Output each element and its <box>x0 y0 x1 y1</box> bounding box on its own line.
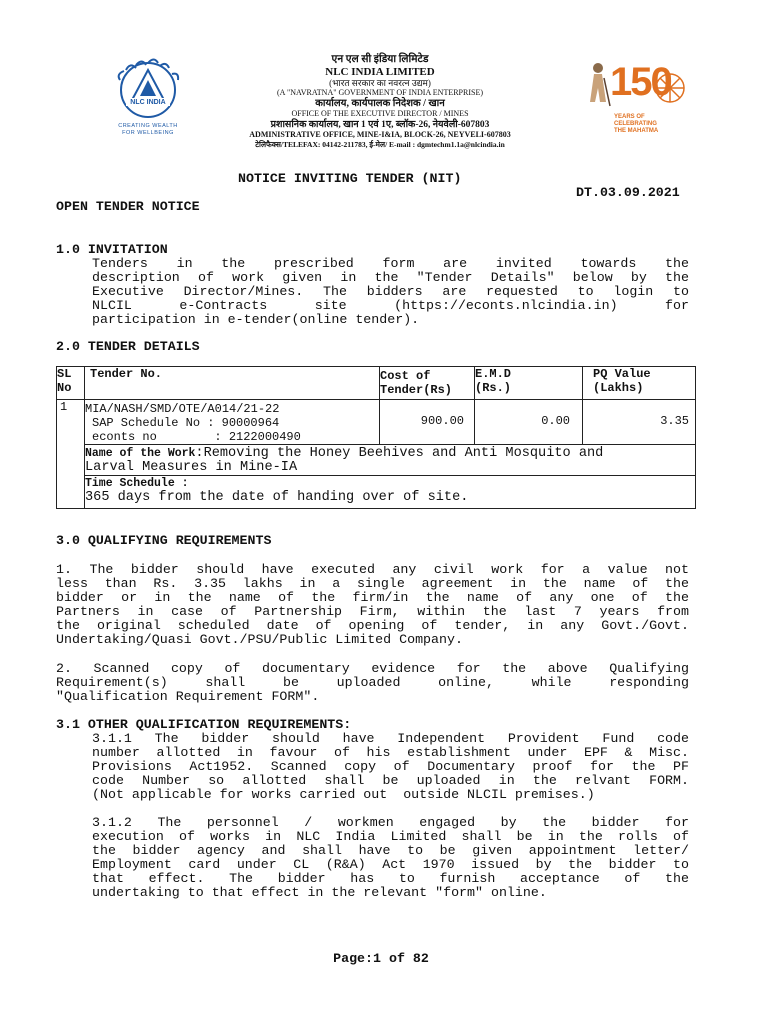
text-line: code Number so allotted shall be uploaded in the relvant FORM. <box>92 773 689 788</box>
row-tender-no <box>85 400 380 445</box>
header-text: No <box>57 381 72 395</box>
contact-line: टेलिफैक्स/TELEFAX: 04142-211783, ई-मेल/ E-mail : dgmtechm1.1a@nlcindia.in <box>255 140 505 150</box>
work-label: Name of the Work <box>85 447 196 460</box>
header-tender-no <box>85 367 380 400</box>
text-line: description of work given in the "Tender Details" below by the <box>92 270 689 285</box>
work-description-cont: Larval Measures in Mine-IA <box>85 460 298 475</box>
work-name-cell <box>85 445 696 476</box>
mahatma-150-logo <box>580 58 690 142</box>
text-line: the bidder agency and shall have to be given appointment letter/ <box>92 843 689 858</box>
tender-table <box>56 366 696 509</box>
qualification-3-1-2 <box>92 816 689 900</box>
qualification-3-1-1 <box>92 732 689 802</box>
text-line: Partners in case of Partnership Firm, within the last 7 years from <box>56 604 689 619</box>
text-line: "Qualification Requirement FORM". <box>56 689 320 704</box>
text-line: Tenders in the prescribed form are invited towards the <box>92 256 689 271</box>
header-pq <box>583 367 696 400</box>
qualifying-paragraph-2 <box>56 662 689 704</box>
text-line: (Not applicable for works carried out outside NLCIL premises.) <box>92 787 595 802</box>
page-number: Page:1 of 82 <box>333 951 429 966</box>
text-line: undertaking to that effect in the relevant "form" online. <box>92 885 547 900</box>
text-line: bidder or in the name of the firm/in the name of any one of the <box>56 590 689 605</box>
text-line: participation in e-tender(online tender). <box>92 312 420 327</box>
govt-hindi: (भारत सरकार का नवरत्न उद्यम) <box>329 78 431 88</box>
sap-schedule: SAP Schedule No : 90000964 <box>92 416 280 430</box>
header-text: SL <box>57 367 72 381</box>
logo-tagline-1: CREATING WEALTH <box>118 123 178 129</box>
header-text: (Lakhs) <box>593 381 644 395</box>
notice-date: DT.03.09.2021 <box>576 185 680 200</box>
work-row <box>57 445 696 476</box>
text-line: less than Rs. 3.35 lakhs in a single agreement in the name of the <box>56 576 689 591</box>
invitation-heading: 1.0 INVITATION <box>56 242 168 257</box>
logo-tagline-2: FOR WELLBEING <box>122 130 174 136</box>
text-line: number allotted in favour of his establishment under EPF & Misc. <box>92 745 689 760</box>
time-value: 365 days from the date of handing over of site. <box>85 490 469 505</box>
header-text: Tender(Rs) <box>380 383 453 397</box>
table-header-row <box>57 367 696 400</box>
office-english: OFFICE OF THE EXECUTIVE DIRECTOR / MINES <box>291 109 469 119</box>
years-line-1: YEARS OF <box>614 114 645 120</box>
nlc-logo <box>106 56 190 140</box>
header-text: E.M.D <box>475 367 512 381</box>
years-line-3: THE MAHATMA <box>614 128 659 134</box>
years-line-2: CELEBRATING <box>614 121 657 127</box>
admin-office-hindi: प्रशासनिक कार्यालय, खान 1 एवं 1ए, ब्लॉक-26, नेयवेली-607803 <box>270 119 490 130</box>
letterhead <box>200 54 560 151</box>
org-name-english: NLC INDIA LIMITED <box>325 66 435 78</box>
text-line: the original scheduled date of opening of tender, in any Govt./Govt. <box>56 618 689 633</box>
text-line: Employment card under CL (R&A) Act 1970 issued by the bidder to <box>92 857 689 872</box>
time-row <box>57 476 696 509</box>
header-text: Cost of <box>380 369 431 383</box>
row-emd <box>475 400 583 445</box>
tender-details-heading: 2.0 TENDER DETAILS <box>56 339 200 354</box>
qualifying-paragraph-1 <box>56 563 689 647</box>
econts-number: econts no : 2122000490 <box>92 430 301 444</box>
text-line: Requirement(s) shall be uploaded online, while responding <box>56 675 689 690</box>
header-text: (Rs.) <box>475 381 512 395</box>
text-line: Undertaking/Quasi Govt./PSU/Public Limited Company. <box>56 632 463 647</box>
org-name-hindi: एन एल सी इंडिया लिमिटेड <box>331 54 429 65</box>
text-line: Executive Director/Mines. The bidders are requested to login to <box>92 284 689 299</box>
text-line: 2. Scanned copy of documentary evidence for the above Qualifying <box>56 661 689 676</box>
emd-value: 0.00 <box>541 414 570 428</box>
office-hindi: कार्यालय, कार्यपालक निदेशक / खान <box>315 97 445 109</box>
text-line: 3.1.1 The bidder should have Independent Provident Fund code <box>92 731 689 746</box>
time-label: Time Schedule : <box>85 477 189 490</box>
text-line: NLCIL e-Contracts site (https://econts.nlcindia.in) for <box>92 298 689 313</box>
row-sl <box>57 400 85 509</box>
text-line: 1. The bidder should have executed any civil work for a value not <box>56 562 689 577</box>
qualifying-heading: 3.0 QUALIFYING REQUIREMENTS <box>56 533 272 548</box>
time-schedule-cell <box>85 476 696 509</box>
work-description: :Removing the Honey Beehives and Anti Mosquito and <box>195 446 604 461</box>
logo-name: NLC INDIA <box>130 99 166 106</box>
admin-office-english: ADMINISTRATIVE OFFICE, MINE-I&IA, BLOCK-26, NEYVELI-607803 <box>249 130 511 140</box>
cell-text: 1 <box>60 400 68 414</box>
other-qualification-heading: 3.1 OTHER QUALIFICATION REQUIREMENTS: <box>56 717 352 732</box>
header-cost <box>380 367 475 400</box>
invitation-paragraph <box>92 257 689 327</box>
pq-value: 3.35 <box>660 414 689 428</box>
header-text: PQ Value <box>593 367 651 381</box>
cost-value: 900.00 <box>420 414 464 428</box>
tender-number: MIA/NASH/SMD/OTE/A014/21-22 <box>85 402 280 416</box>
govt-english: (A "NAVRATNA" GOVERNMENT OF INDIA ENTERPRISE) <box>276 88 484 98</box>
header-sl <box>57 367 85 400</box>
table-row <box>57 400 696 445</box>
header-text: Tender No. <box>90 367 163 381</box>
header-emd <box>475 367 583 400</box>
years-number: 150 <box>610 60 671 104</box>
text-line: execution of works in NLC India Limited shall be in the rolls of <box>92 829 689 844</box>
row-cost <box>380 400 475 445</box>
row-pq <box>583 400 696 445</box>
open-tender-heading: OPEN TENDER NOTICE <box>56 199 200 214</box>
notice-title: NOTICE INVITING TENDER (NIT) <box>238 171 462 186</box>
text-line: 3.1.2 The personnel / workmen engaged by the bidder for <box>92 815 689 830</box>
text-line: that effect. The bidder has to furnish acceptance of the <box>92 871 689 886</box>
text-line: Provisions Act1952. Scanned copy of Documentary proof for the PF <box>92 759 689 774</box>
